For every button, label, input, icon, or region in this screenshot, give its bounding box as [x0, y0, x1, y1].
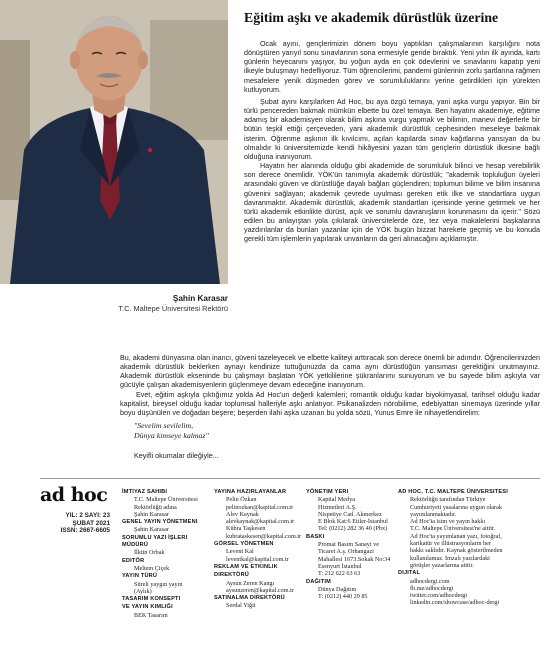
article-paragraph: Bu, akademi dünyasına olan inancı, güveni tazeleyecek ve elbette kaliteyi arttıracak son derece önemli bir adımdır. Öğrencilerinizden akademik dürüstlük beklerken aynayı kendinize tuttuğunuzda da cama aynı dürüstlüğün yansıması gerektiğini unutmayınız. Akademik dürüstlük ekseninde bu çalışmayı başlatan YÖK yetkililerine şükranlarımı sunuyorum ve bu sayede bilim aşkıyla var gücüyle çalışan akademisyenlerin güçlenmeye devam edeceğine inanıyorum. [120, 354, 540, 390]
signoff: Keyifli okumalar dileğiyle... [134, 451, 219, 461]
masthead-value: Cumhuriyeti yasalarına uygun olarak [410, 503, 502, 511]
masthead-value: görüşler yazarlarına aittir. [410, 561, 474, 569]
masthead-value: Rektörlüğü tarafından Türkiye [410, 496, 486, 504]
masthead-value: alevkaynak@kapital.com.tr [226, 518, 295, 526]
masthead-value: Rektörlüğü adına [134, 503, 177, 511]
masthead-value: Süreli yaygın yayın [134, 580, 183, 588]
masthead-value: Kapital Medya [318, 496, 355, 504]
masthead-heading: GÖRSEL YÖNETMEN [214, 541, 274, 548]
masthead-value: Dünya Dağıtım [318, 585, 357, 593]
article-paragraph: Ocak ayını, gençlerimizin dönem boyu yaptıkları çalışmalarının karşılığını nota dönüştüren yarıyıl sonu sınavlarının sona ermesiyle geride bıraktık. Yeni yılın ilk ayında, kartı günlerin heyecanını yaşıyor, bu yoğun ayda en çok ödevlerini ve sınavlarını kapatıp yeni ilkeyle buluşmayı hedefliyoruz. Tüm öğrencilerimi, pandemi günlerinin zorlu şartlarına rağmen mesafelere yenik düşmeden görev ve sorumluluklarını yerine getirdikleri için yürekten kutluyorum. [244, 40, 540, 94]
portrait-illustration [0, 0, 228, 284]
masthead-value: T: (0212) 440 29 85 [318, 593, 368, 601]
quote-line: Dünya kimseye kalmaz" [134, 431, 209, 441]
masthead-value: Nispetiye Cad. Akmerkez [318, 510, 382, 518]
masthead-value: leventkal@kapital.com.tr [226, 555, 289, 563]
masthead-value: Esenyurt İstanbul [318, 562, 362, 570]
masthead-heading: VE YAYIN KIMLIĞI [122, 604, 173, 611]
masthead-column-1 [122, 488, 206, 619]
masthead-heading: EDITÖR [122, 557, 145, 564]
masthead-column-3 [306, 488, 392, 600]
masthead-value: yayımlanmaktadır. [410, 510, 457, 518]
photo-caption [0, 294, 228, 313]
masthead-value: T: 212 622 63 63 [318, 570, 361, 578]
masthead-value: Alev Kaynak [226, 510, 259, 518]
masthead-heading: REKLAM VE ETKINLIK [214, 563, 278, 570]
masthead-value: Meltem Çiçek [134, 564, 170, 572]
caption-title: T.C. Maltepe Üniversitesi Rektörü [118, 304, 228, 313]
masthead-heading: YAYIN TÜRÜ [122, 573, 158, 580]
masthead-value: Mahallesi 1673.Sokak No:34 [318, 555, 391, 563]
masthead-value: adhocdergi.com [410, 577, 450, 585]
masthead-value: Serdal Yiğit [226, 602, 256, 610]
masthead-value: BEK Tasarım [134, 611, 168, 619]
article-paragraph: Evet, eğitim aşkıyla çıktığımız yolda Ad Hoc'un değerli kalemleri; romantik olduğu kadar biyokimyasal, tarihsel olduğu kadar kapitalist, bireysel olduğu kadar toplumsal halleriyle aşkı anlatıyor. Psikanalizden nörobilime, edebiyattan sinemaya üzerinde yıllar boyu düşünülen ve doğadan beşere; beşerden ilahi aşka uzanan bu yolda sözü, Yunus Emre ile nihayetlendirelim: [120, 390, 540, 417]
masthead-column-2 [214, 488, 300, 610]
masthead-value: Hizmetleri A.Ş. [318, 503, 357, 511]
masthead-value: Pelin Özkan [226, 496, 257, 504]
masthead-divider [40, 478, 540, 479]
article-body-full-width [120, 354, 540, 460]
masthead-heading: SATINALMA DIREKTÖRÜ [214, 595, 285, 602]
masthead-value: linkedin.com/showcase/adhoc-dergi [410, 599, 500, 607]
masthead-value: Ticaret A.ş. Orhangazi [318, 548, 374, 556]
masthead-heading: DIJITAL [398, 570, 421, 577]
masthead-value: Levent Kal [226, 548, 254, 556]
caption-name: Şahin Karasar [172, 294, 228, 303]
masthead-value: Tel: (0212) 282 36 40 (Pbx) [318, 525, 388, 533]
masthead-column-4 [398, 488, 544, 607]
issue-info [40, 512, 110, 535]
rector-portrait [0, 0, 228, 284]
masthead-value: kubrataskesen@kapital.com.tr [226, 532, 302, 540]
masthead-heading: SORUMLU YAZI İŞLERI MÜDÜRÜ [122, 534, 188, 549]
issn: ISSN: 2667-6605 [60, 527, 110, 535]
masthead-value: kullanılamaz. İmzalı yazılardaki [410, 554, 490, 562]
masthead-heading: TASARIM KONSEPTI [122, 596, 181, 603]
masthead-heading: BASKI [306, 533, 325, 540]
masthead-heading: AD HOC, T.C. MALTEPE ÜNIVERSITESI [398, 489, 508, 495]
quote-line: "Sevelim sevilelim, [134, 421, 194, 431]
masthead-value: E Blok Kat:6 Etiler-İstanbul [318, 518, 388, 526]
masthead-value: twitter.com/adhocdergi [410, 592, 468, 600]
masthead-value: (Aylık) [134, 587, 152, 595]
masthead-heading: İMTIYAZ SAHIBI [122, 489, 168, 495]
masthead-value: T.C. Maltepe Üniversitesi'ne aittir. [410, 525, 496, 533]
masthead-value: Promat Basım Sanayi ve [318, 541, 380, 549]
masthead-value: Ad Hoc'ta yayımlanan yazı, fotoğraf, [410, 532, 502, 540]
masthead-value: T.C. Maltepe Üniversitesi [134, 496, 198, 504]
masthead-value: karikatür ve illüstrasyonların her [410, 540, 491, 548]
adhoc-logo: ad hoc [40, 484, 108, 506]
masthead-value: Şahin Karasar [134, 526, 169, 534]
masthead-heading: GENEL YAYIN YÖNETMENI [122, 519, 198, 526]
masthead-value: Aysun Zeren Kangı [226, 579, 275, 587]
masthead-heading: YAYINA HAZIRLAYANLAR [214, 489, 287, 495]
masthead-value: Ad Hoc'ta isim ve yayın hakkı [410, 518, 486, 526]
issue-date: ŞUBAT 2021 [72, 519, 110, 527]
masthead-value: Kübra Taşkesen [226, 525, 266, 533]
masthead-heading: YÖNETIM YERI [306, 489, 349, 495]
article-paragraph: Şubat ayını karşılarken Ad Hoc, bu aya özgü temaya, yani aşka vurgu yapıyor. Bin bir türlü pencereden bakmak mümkün elbette bu özel temaya. Ben hayatını akademiye, eğitime adamış bir akademisyen olarak bilim aşkına vurgu yapmak ve bilimin, manevi değerlerle bir bütün teşkil ettiği çerçeveden, yani akademik dürüstlük cephesinden meseleye bakmak isterim. Öğrenme aşkının ilk kıvılcımı, açılan kapılarda sınav kağıtlarına yansıyan da bu olmalıdır ki üniversitemizde kendi hikâyesini yazan tüm gençlerin dürüstlük ilkesine bağlı olduğuna inanıyorum. [244, 97, 540, 161]
masthead-heading: DAĞITIM [306, 578, 332, 585]
masthead-value: İlktin Orbak [134, 549, 165, 557]
article-paragraph: Hayatın her alanında olduğu gibi akademide de sorumluluk bilinci ve hesap verebilirlik son derece önemlidir. YÖK'ün tanımıyla akademik dürüstlük; "akademik topluluğun üyeleri arasındaki güven ve dürüstlüğe dayalı bağları güçlendiren; toplumun bilime ve bilim insanına güvenini sağlayan; akademik çevrede uyulması gereken etik ilke ve standartlara uygun davranmaktır. Akademik dürüstlük, akademik standartları içerisinde yerine getirmek ve her türlü akademik etkinlikte dürüst, açık ve sorumlu davranışların korunmasını da içerir." Sözü edilen bu anlayıştan yola çıkılarak üniversitelerde öze, tez veya makalelerini başkalarına yazdırılanlar da bunları yazanlar için de YÖK bugün bizzat harekete geçmiş ve bu konuda gerekli tüm işlemlerin yapılarak unvanların da geri alınacağını açıklamıştır. [244, 162, 540, 244]
issue-number: YIL: 2 SAYI: 23 [65, 512, 110, 519]
masthead-value: pelinozkan@kapital.com.tr [226, 503, 294, 511]
masthead-value: fb.me/adhocdergi [410, 584, 454, 592]
article-title: Eğitim aşkı ve akademik dürüstlük üzerine [244, 10, 499, 25]
masthead-value: aysunzeren@kapital.com.tr [226, 586, 294, 594]
masthead-value: Şahin Karasar [134, 510, 169, 518]
masthead-heading: DIREKTÖRÜ [214, 572, 250, 579]
article-body-right-column [244, 40, 540, 244]
masthead-value: hakkı saklıdır. Kaynak gösterilmeden [410, 547, 503, 555]
